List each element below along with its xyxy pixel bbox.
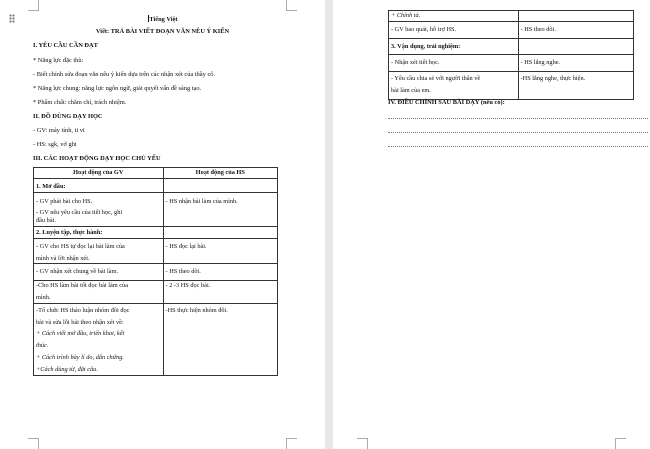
crop-mark (357, 438, 368, 449)
requirement-line: * Năng lực đặc thù: (33, 57, 84, 64)
table-cell-gv: -Cho HS làm bài tốt đọc bài làm của mình. (34, 281, 164, 304)
requirement-line: - Biết chỉnh sửa đoạn văn nêu ý kiến dựa trên các nhận xét của thầy cô. (33, 71, 216, 78)
table-row (34, 192, 278, 226)
table-cell-gv: - GV nhận xét chung về bài làm. (34, 264, 164, 281)
table-row (34, 226, 278, 238)
table-cell-gv: 3. Vận dụng, trải nghiệm: (389, 38, 519, 55)
table-cell-hs: -HS lắng nghe, thực hiện. (518, 72, 633, 100)
requirement-line: * Năng lực chung: năng lực ngôn ngữ, giải quyết vấn đề sáng tạo. (33, 85, 202, 92)
table-row (389, 55, 634, 72)
dotted-line (388, 118, 648, 119)
table-cell-gv: -Tổ chức HS thảo luận nhóm đôi đọc bài và sửa lỗi bài theo nhận xét về: + Cách viết mở đầu, triển khai, kết thúc. + Cách trình bày lí do, dẫn chứng. +Cách dùng từ, đặt câu. (34, 303, 164, 375)
table-cell-hs: - HS theo dõi. (518, 21, 633, 38)
table-cell-gv: - Nhận xét tiết học. (389, 55, 519, 72)
crop-mark (28, 438, 39, 449)
document-page-right (333, 0, 650, 449)
table-cell-hs (163, 226, 277, 238)
materials-line: - GV: máy tính, ti vi (33, 127, 85, 134)
dotted-line (388, 146, 648, 147)
subject-title: Tiếng Việt (149, 16, 178, 23)
crop-mark (286, 0, 297, 11)
table-row (34, 238, 278, 264)
header-cell-gv: Hoạt động của GV (34, 168, 164, 179)
table-row (34, 264, 278, 281)
materials-line: - HS: sgk, vở ghi (33, 141, 77, 148)
section-heading-requirements: I. YÊU CẦU CẦN ĐẠT (33, 42, 98, 49)
table-cell-gv: - GV cho HS tự đọc lại bài làm của mình và lời nhận xét. (34, 238, 164, 264)
table-row (389, 38, 634, 55)
table-row (34, 303, 278, 375)
requirement-line: * Phẩm chất: chăm chỉ, trách nhiệm. (33, 99, 127, 106)
table-cell-hs: - HS nhận bài làm của mình. (163, 192, 277, 226)
table-cell-hs: - HS theo dõi. (163, 264, 277, 281)
table-cell-hs (163, 178, 277, 192)
dotted-line (388, 132, 648, 133)
table-cell-hs: - 2 -3 HS đọc bài. (163, 281, 277, 304)
header-cell-hs: Hoạt động của HS (163, 168, 277, 179)
table-row (389, 11, 634, 22)
table-cell-gv: - GV bao quát, hỗ trợ HS. (389, 21, 519, 38)
table-row (389, 21, 634, 38)
table-cell-hs (518, 11, 633, 22)
table-cell-gv: - GV phát bài cho HS. - GV nêu yêu cầu của tiết học, ghi đầu bài. (34, 192, 164, 226)
section-heading-activities: III. CÁC HOẠT ĐỘNG DẠY HỌC CHỦ YẾU (33, 155, 161, 162)
table-cell-hs: - HS đọc lại bài. (163, 238, 277, 264)
table-cell-gv: 2. Luyện tập, thực hành: (34, 226, 164, 238)
crop-mark (615, 438, 626, 449)
table-cell-gv: - Yêu cầu chia sẻ với người thân về bài làm của em. (389, 72, 519, 100)
table-row (34, 281, 278, 304)
table-cell-hs: -HS thực hiện nhóm đôi. (163, 303, 277, 375)
table-cell-hs: - HS lắng nghe. (518, 55, 633, 72)
table-cell-gv: 1. Mở đầu: (34, 178, 164, 192)
crop-mark (286, 438, 297, 449)
section-heading-materials: II. ĐỒ DÙNG DẠY HỌC (33, 113, 103, 120)
activities-table (33, 167, 278, 376)
activities-table-continued (388, 10, 634, 100)
crop-mark (28, 0, 39, 11)
section-heading-adjustments: IV. ĐIỀU CHỈNH SAU BÀI DẠY (nếu có): (388, 99, 505, 106)
lesson-title: Viết: TRẢ BÀI VIẾT ĐOẠN VĂN NÊU Ý KIẾN (95, 28, 230, 35)
table-row (389, 72, 634, 100)
table-cell-hs (518, 38, 633, 55)
table-row (34, 178, 278, 192)
table-cell-gv: + Chính tả. (389, 11, 519, 22)
table-header-row (34, 168, 278, 179)
